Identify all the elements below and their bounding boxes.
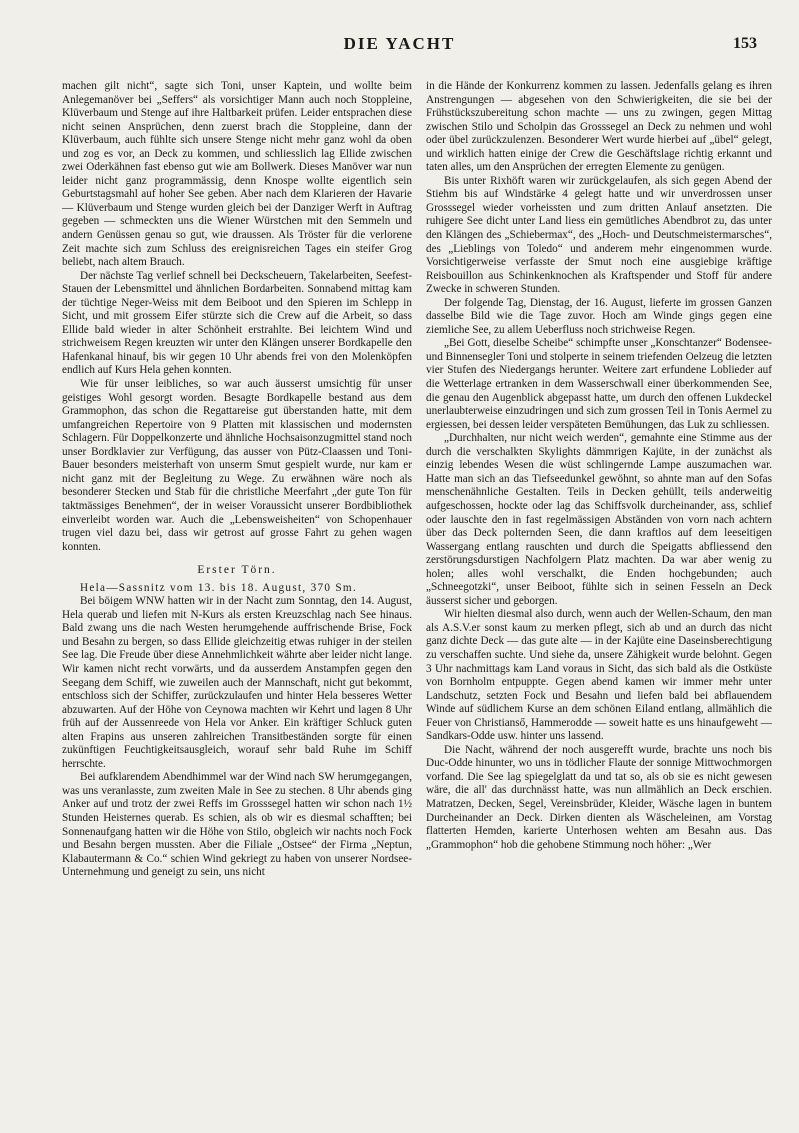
paragraph: Der nächste Tag verlief schnell bei Deckscheuern, Takelarbeiten, Seefest-Stauen der Lebensmittel und ähnlichen Bordarbeiten. Sonnabend mittag kam der tüchtige Neger-Weiss mit dem Beiboot und den Spieren im Schlepp in Sicht, und mit grossem Eifer stürzte sich die Crew auf die Arbeit, so dass Ellide bald wieder in alter Schönheit erstrahlte. Bei leichtem Wind und strichweisem Regen kreuzten wir unter den Klängen unserer Bordkapelle den Hafenkanal hinauf, bis wir gegen 10 Uhr abends frei von den Molenköpfen endlich auf Kurs Hela gehen konnten. — [62, 269, 412, 377]
paragraph: „Durchhalten, nur nicht weich werden“, gemahnte eine Stimme aus der durch die verschalkten Skylights dämmrigen Kajüte, in der zunächst als einzig lebendes Wesen die wüst schlingernde Lampe auszumachen war. Hatte man sich an das Tiefseedunkel gewöhnt, so ahnte man auf den Sofas menschenähnliche Gestalten. Teils in Decken gehüllt, teils anderweitig aufgeschossen, hockte oder lag das Schiffsvolk durcheinander, ass, schlief oder lauschte den in fast regelmässigen Abständen von vorn nach achtern über das Deck polternden Seen, die dann kraftlos auf dem leeseitigen Wassergang entlang rauschten und durch die Speigatts abfliessend den zerstörungsdurstigen Nachfolgern Platz machten. Da war aber wenig zu holen; alles wohl verschalkt, die Enden hochgebunden; auch „Schneegotzki“, unser Beiboot, fühlte sich in seinen Fesseln an Deck äusserst sicher und geborgen. — [426, 432, 772, 607]
paragraph: Wir hielten diesmal also durch, wenn auch der Wellen-Schaum, den man als A.S.V.er sonst kaum zu merken pflegt, sich ab und an durch das nicht ganz dichte Deck — das gute alte — in der Kajüte eine Daseinsberechtigung zu verschaffen suchte. Und siehe da, unsere Zähigkeit wurde belohnt. Gegen 3 Uhr nachmittags kam Land voraus in Sicht, das sich bald als die Ostküste von Bornholm entpuppte. Gegen abend kamen wir immer mehr unter Landschutz, setzten Fock und Besahn und liefen bald bei abflauendem Winde auf südlichem Kurse an dem schönen Eiland entlang, allmählich die Feuer von Christianső, Hammerodde — soweit hatte es uns hinaufgeweht — Sandkars-Odde usw. hinter uns lassend. — [426, 608, 772, 743]
paragraph: Bei böigem WNW hatten wir in der Nacht zum Sonntag, den 14. August, Hela querab und liefen mit N-Kurs als ersten Kreuzschlag nach See hinaus. Bald zwang uns die nach Westen herumgehende auffrischende Brise, Fock und Besahn zu bergen, so dass Ellide gleichzeitig etwas ruhiger in der steilen See lag. Die Freude über diese Annehmlichkeit währte aber leider nicht lange. Wir kamen nicht recht vorwärts, und da ausserdem Anstampfen gegen den Seegang dem Schiff, wie zuweilen auch der Mannschaft, nicht gut bekommt, entschloss sich der Schiffer, zurückzulaufen und hinter Hela besseres Wetter abzuwarten. Auf der Höhe von Ceynowa machten wir Kehrt und lagen 8 Uhr früh auf der Aussenreede von Hela vor Anker. Ein kräftiger Schluck guten alten Frapins aus unseren zahlreichen Transitbeständen sorgte für einen zukünftigen Feuchtigkeitsausgleich, worauf sehr bald Ruhe im Schiff herrschte. — [62, 595, 412, 770]
left-column — [62, 80, 412, 880]
paragraph: „Bei Gott, dieselbe Scheibe“ schimpfte unser „Konschtanzer“ Bodensee- und Binnensegler Toni und stolperte in seinem triefenden Oelzeug die letzten vier Stufen des Niedergangs herunter. Weitere zart erfundene Loblieder auf die Wetterlage ertranken in dem Wasserschwall einer überkommenden See, die genau den Augenblick abgepasst hatte, um durch den offenen Lukdeckel unerlaubterweise einzudringen und sich zum grossen Teil in Tonis Aermel zu ergiessen, bei dessen leider verspäteten Bemühungen, das Luk zu schliessen. — [426, 337, 772, 431]
paragraph: machen gilt nicht“, sagte sich Toni, unser Kaptein, und wollte beim Anlegemanöver bei „Seffers“ als vorsichtiger Mann auch noch Stoppleine, Klüverbaum und Stenge auf ihre Haltbarkeit prüfen. Leider entsprachen diese nicht seinen Ansprüchen, denn zuerst brach die Stoppleine, dann der Klüverbaum, auch fühlte sich unsere Stenge nicht mehr ganz wohl da oben und zog es vor, an Deck zu kommen, und schliesslich lag Ellide zwischen zwei Oderkähnen fast ebenso gut wie am Bollwerk. Dieses Manöver war nun leider nicht ganz programmässig, denn Knospe wollte eigentlich sein Geburtstagsmahl auf hoher See geben. Aber nach dem Klarieren der Havarie — Klüverbaum und Stenge wurden gleich bei der Danziger Werft in Auftrag gegeben — schmeckten uns die Wiener Würstchen mit den Semmeln und andern Genüssen genau so gut, wie draussen. Als Tröster für die verlorene Zeit machte sich zum Schluss des ereignisreichen Tages ein steifer Grog beliebt, nach altem Brauch. — [62, 80, 412, 269]
paragraph: Wie für unser leibliches, so war auch äusserst umsichtig für unser geistiges Wohl gesorgt worden. Besagte Bordkapelle bestand aus dem Grammophon, das schon die Regattareise gut überstanden hatte, mit dem umfangreichen Repertoire von 9 Platten mit klassischen und modernsten Schlagern. Für Doppelkonzerte und ähnliche Hochsaisonzugmittel stand noch unser Bordklavier zur Verfügung, das ausser von Pütz-Claassen und Toni-Bauer besonders meisterhaft von unserm Smut gespielt wurde, nur kam er nicht ganz mit der Begleitung zu Wege. Zu erwähnen wäre noch als besonderer Stecken und Stab für die christliche Meerfahrt „der gute Ton für taktmässiges Benehmen“, der in weiser Voraussicht unserer Bordbibliothek einverleibt worden war. Auch die „Lebensweisheiten“ von Schopenhauer trugen viel dazu bei, dass wir getrost auf grosse Fahrt zu gehen wagen konnten. — [62, 378, 412, 553]
paragraph: Bei aufklarendem Abendhimmel war der Wind nach SW herumgegangen, was uns veranlasste, zum zweiten Male in See zu stechen. 8 Uhr abends ging Anker auf und trotz der zwei Reffs im Grosssegel hatten wir schon nach 1½ Stunden Heisternes querab. Es schien, als ob wir es diesmal schafften; bei Sonnenaufgang hatten wir die Höhe von Stilo, obgleich wir nachts noch Fock und Besahn bergen mussten. Aber die Filiale „Ostsee“ der Firma „Neptun, Klabautermann & Co.“ schien Wind gekriegt zu haben von unserer Nordsee-Unternehmung und geneigt zu sein, uns nicht — [62, 771, 412, 879]
paragraph: in die Hände der Konkurrenz kommen zu lassen. Jedenfalls gelang es ihren Anstrengungen — abgesehen von den Schwierigkeiten, die sie bei der Frühstückszubereitung schon machte — uns zu zwingen, gegen Mittag zwischen Stilo und Scholpin das Grosssegel an Deck zu nehmen und wohl oder übel zurückzulenzen. Besonderer Wert wurde hierbei auf „übel“ gelegt, und wirklich hatten einige der Crew die Geschäftslage richtig erkannt und taten alles, um den Ansprüchen der erregten Elemente zu genügen. — [426, 80, 772, 174]
paragraph: Bis unter Rixhöft waren wir zurückgelaufen, als sich gegen Abend der Stiehm bis auf Windstärke 4 gelegt hatte und wir unverdrossen unser Grosssegel wieder vorheissten und zum dritten Anlauf ansetzten. Die ruhigere See dicht unter Land liess ein gemütliches Abendbrot zu, das unter den Klängen des „Schiebermax“, des „Hoch- und Deutschmeistermarsches“, des „Lieblings von Toledo“ und anderem mehr eingenommen wurde. Vorsichtigerweise verfasste der Smut noch eine ausgiebige kräftige Reisbouillon aus Schinkenknochen als Kraftspender und Stoff für andere Zwecke in schweren Stunden. — [426, 174, 772, 296]
section-heading: Erster Törn. — [197, 564, 277, 577]
paragraph: Der folgende Tag, Dienstag, der 16. August, lieferte im grossen Ganzen dasselbe Bild wie die Tage zuvor. Hoch am Winde gings gegen eine ziemliche See, zu allem Ueberfluss noch strichweise Regen. — [426, 296, 772, 336]
paragraph: Die Nacht, während der noch ausgerefft wurde, brachte uns noch bis Duc-Odde hinunter, wo uns in tödlicher Flaute der sonnige Mittwochmorgen vorfand. Die See lag spiegelglatt da und tat so, als ob sie es nicht gewesen wäre, die all' das durchnässt hatte, was nun allmählich an Deck erschien. Matratzen, Decken, Segel, Vereinsbrüder, Kleider, Wäsche lagen in buntem Durcheinander an Deck. Dirken dienten als Wäscheleinen, am Vorstag flatterten Hemden, karierte Unterhosen wehten am Besahn aus. Das „Grammophon“ hob die gehobene Stimmung noch höher: „Wer — [426, 743, 772, 851]
route-line: Hela—Sassnitz vom 13. bis 18. August, 370 Sm. — [80, 581, 357, 594]
right-column — [426, 80, 772, 852]
page-number: 153 — [733, 35, 757, 52]
journal-title: DIE YACHT — [343, 34, 456, 53]
